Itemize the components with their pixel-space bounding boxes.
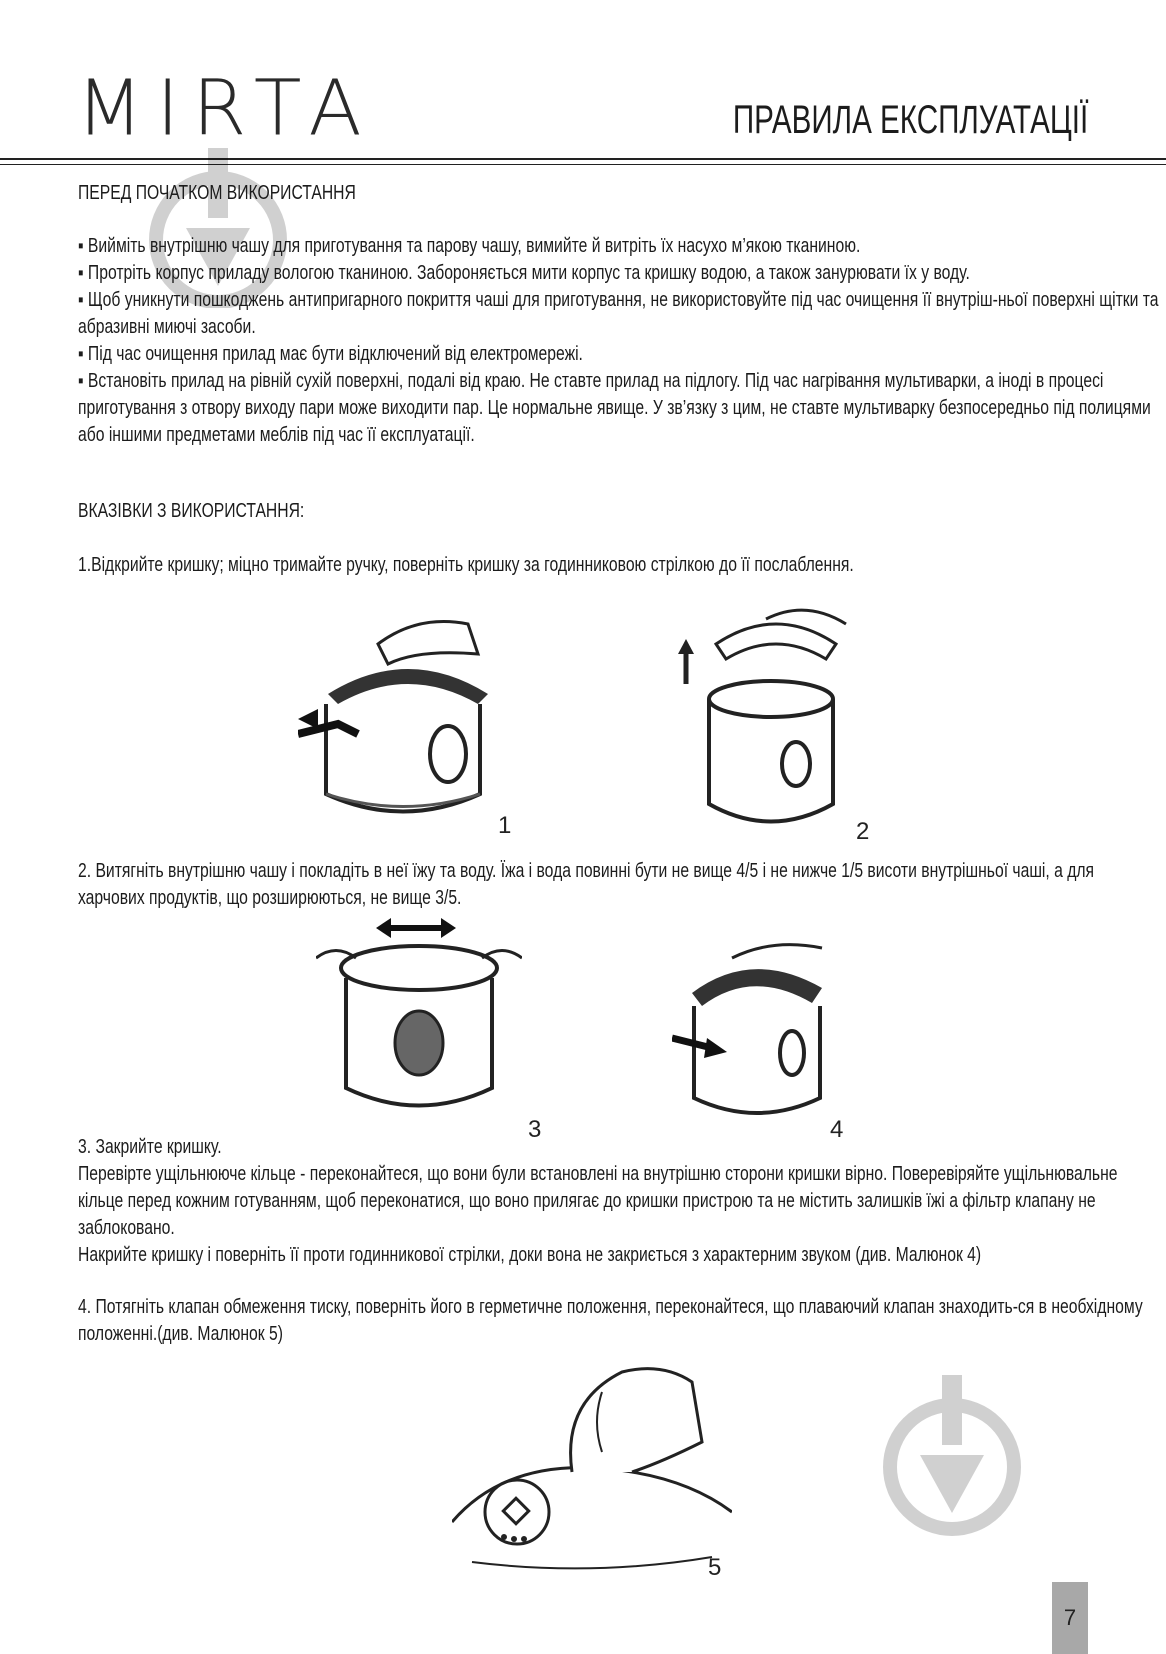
figure-label-3: 3 (528, 1116, 542, 1143)
figure-label-1: 1 (498, 812, 512, 839)
step-1-text: 1.Відкрийте кришку; міцно тримайте ручку, поверніть кришку за годинниковою стрілкою до її послаблення. (78, 554, 854, 576)
figure-1-illustration (298, 604, 508, 834)
list-item: ▪ Щоб уникнути пошкоджень антипригарного покриття чаші для приготування, не використовуйте під час очищення її внутріш-ньої поверхні щітки та абразивні миючі засоби. (78, 289, 1159, 338)
watermark-icon (882, 1370, 1022, 1540)
step-3-title: 3. Закрийте кришку. (78, 1136, 222, 1158)
list-item: ▪ Встановіть прилад на рівній сухій поверхні, подалі від краю. Не ставте прилад на підлогу. Під час нагрівання мультиварки, а іноді в процесі приготування з отвору виходу пари може виходити пар. Це нормальне явище. У зв’язку з цим, не ставте мультиварку безпосередньо під полицями або іншими предметами меблів під час її експлуатації. (78, 370, 1151, 446)
step-3-body: Перевірте ущільнююче кільце - переконайтеся, що вони були встановлені на внутрішню сторони кришки вірно. Поверевіряйте ущільнювальне кільце перед кожним готуванням, щоб переконатися, що воно прилягає до кришки пристрою та не містить залишків їжі а фільтр клапану не заблоковано. (78, 1163, 1118, 1239)
step-3-body-2: Накрийте кришку і поверніть її проти годинникової стрілки, доки вона не закриється з характерним звуком (див. Малюнок 4) (78, 1244, 982, 1266)
before-use-list (78, 233, 1161, 449)
figure-3-illustration (316, 918, 522, 1128)
step-3-text (78, 1134, 1161, 1269)
list-item: ▪ Протріть корпус приладу вологою тканиною. Забороняється мити корпус та кришку водою, а також занурювати їх у воду. (78, 262, 970, 284)
step-4-text: 4. Потягніть клапан обмеження тиску, поверніть його в герметичне положення, переконайтеся, що плаваючий клапан знаходить-ся в необхідному положенні.(див. Малюнок 5) (78, 1296, 1143, 1345)
figure-label-2: 2 (856, 818, 870, 845)
figure-label-5: 5 (708, 1554, 722, 1581)
section-title-usage: ВКАЗІВКИ З ВИКОРИСТАННЯ: (78, 500, 305, 522)
list-item: ▪ Вийміть внутрішню чашу для приготування та парову чашу, вимийте й витріть їх насухо м’якою тканиною. (78, 235, 861, 257)
step-2-text: 2. Витягніть внутрішню чашу і покладіть в неї їжу та воду. Їжа і вода повинні бути не вище 4/5 і не нижче 1/5 висоти внутрішньої чаші, а для харчових продуктів, що розширюються, не вище 3/5. (78, 860, 1095, 909)
figure-4-illustration (672, 938, 832, 1128)
figure-5-illustration (452, 1362, 732, 1572)
page-title: ПРАВИЛА ЕКСПЛУАТАЦІЇ (732, 98, 1088, 142)
brand-logo: MIRTA (76, 64, 375, 154)
list-item: ▪ Під час очищення прилад має бути відключений від електромережі. (78, 343, 583, 365)
figure-label-4: 4 (830, 1116, 844, 1143)
figure-2-illustration (676, 604, 856, 844)
section-title-before-use: ПЕРЕД ПОЧАТКОМ ВИКОРИСТАННЯ (78, 182, 356, 204)
page-number: 7 (1052, 1582, 1088, 1654)
